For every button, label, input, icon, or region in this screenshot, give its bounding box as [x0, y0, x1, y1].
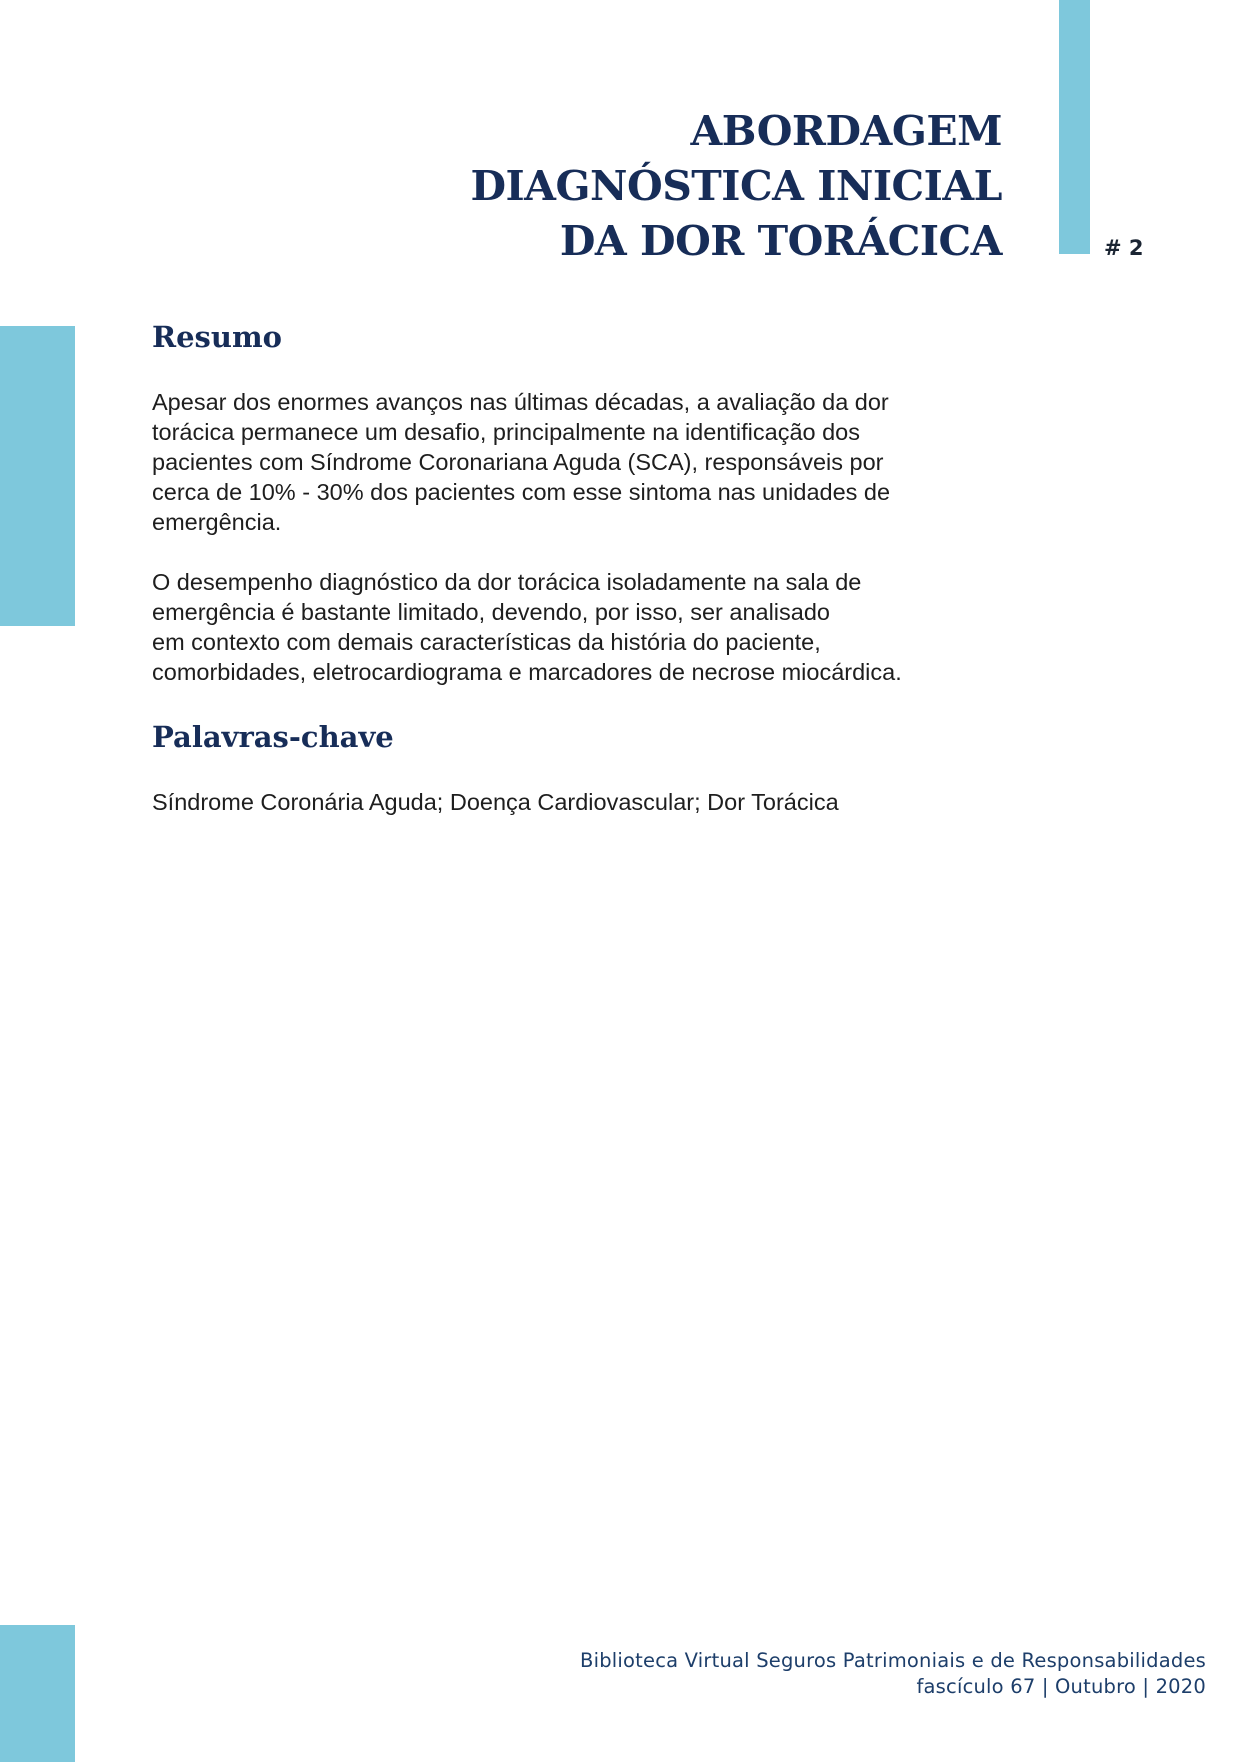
keywords-text: Síndrome Coronária Aguda; Doença Cardiovascular; Dor Torácica	[152, 789, 839, 815]
summary-paragraph-1	[152, 387, 982, 537]
text-line: Apesar dos enormes avanços nas últimas décadas, a avaliação da dor	[152, 389, 889, 415]
text-line: em contexto com demais características da história do paciente,	[152, 629, 821, 655]
page-title	[470, 104, 1002, 269]
text-line: pacientes com Síndrome Coronariana Aguda (SCA), responsáveis por	[152, 449, 884, 475]
text-line: comorbidades, eletrocardiograma e marcadores de necrose miocárdica.	[152, 659, 902, 685]
title-line-3: DA DOR TORÁCICA	[559, 217, 1002, 265]
text-line: cerca de 10% - 30% dos pacientes com esse sintoma nas unidades de	[152, 479, 891, 505]
accent-bar-left-bottom	[0, 1625, 75, 1762]
page-number: # 2	[1104, 236, 1144, 260]
accent-bar-top-right	[1059, 0, 1090, 254]
title-line-1: ABORDAGEM	[690, 107, 1002, 155]
keywords-heading: Palavras-chave	[152, 720, 394, 754]
title-line-2: DIAGNÓSTICA INICIAL	[470, 162, 1002, 210]
accent-bar-left-middle	[0, 326, 75, 626]
text-line: emergência.	[152, 509, 282, 535]
footer	[580, 1648, 1206, 1700]
footer-issue: fascículo 67 | Outubro | 2020	[916, 1675, 1206, 1698]
text-line: O desempenho diagnóstico da dor torácica isoladamente na sala de	[152, 569, 862, 595]
footer-publication: Biblioteca Virtual Seguros Patrimoniais e de Responsabilidades	[580, 1649, 1206, 1672]
summary-paragraph-2	[152, 567, 982, 687]
text-line: emergência é bastante limitado, devendo, por isso, ser analisado	[152, 599, 830, 625]
summary-heading: Resumo	[152, 320, 282, 354]
text-line: torácica permanece um desafio, principalmente na identificação dos	[152, 419, 861, 445]
